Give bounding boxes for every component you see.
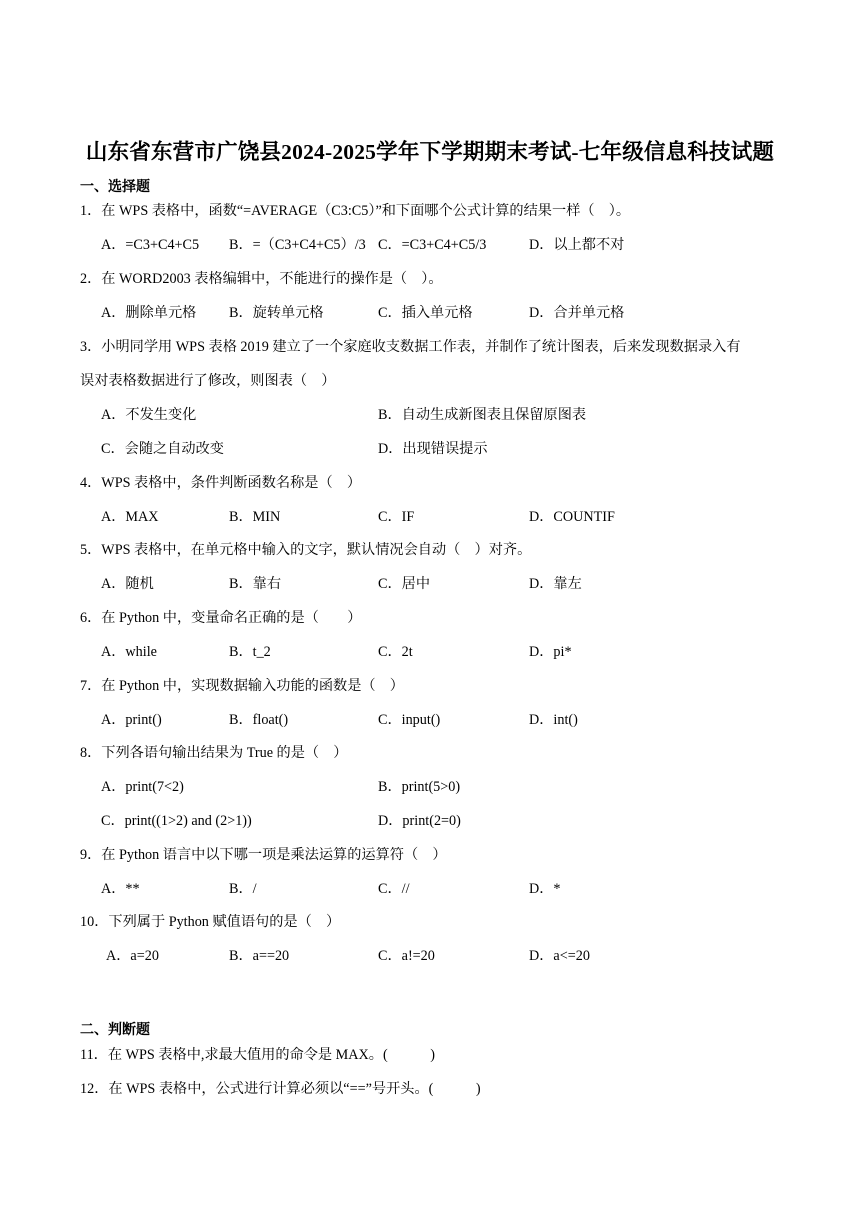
- option-b: B．a==20: [229, 948, 290, 964]
- question-stem: 在 Python 语言中以下哪一项是乘法运算的运算符（ ）: [101, 847, 447, 863]
- option-d: D．a<=20: [529, 948, 590, 964]
- option-c: C．居中: [378, 576, 431, 592]
- option-a: A．print(): [101, 712, 162, 728]
- option-c: C．插入单元格: [378, 305, 473, 321]
- option-b: B．靠右: [229, 576, 282, 592]
- question-5: [80, 540, 531, 560]
- question-12: [80, 1079, 481, 1099]
- question-stem: 在 Python 中，变量命名正确的是（ ）: [101, 610, 362, 626]
- question-number: 7．: [80, 678, 102, 694]
- option-c: C．input(): [378, 712, 441, 728]
- option-c: C．2t: [378, 644, 413, 660]
- question-10: [80, 912, 340, 932]
- option-b: B．=（C3+C4+C5）/3: [229, 237, 366, 253]
- option-a: A．a=20: [106, 948, 159, 964]
- option-a: A．=C3+C4+C5: [101, 237, 200, 253]
- question-3-continuation: 误对表格数据进行了修改，则图表（ ）: [80, 373, 336, 389]
- question-8: [80, 743, 348, 763]
- option-d: D．COUNTIF: [529, 509, 615, 525]
- option-a: A．print(7<2): [101, 779, 184, 795]
- option-d: D．出现错误提示: [378, 441, 488, 457]
- question-stem: 在 WORD2003 表格编辑中，不能进行的操作是（ ）。: [101, 271, 443, 287]
- question-number: 2．: [80, 271, 102, 287]
- question-number: 11．: [80, 1047, 108, 1063]
- question-number: 5．: [80, 542, 102, 558]
- question-stem: 在 WPS 表格中，公式进行计算必须以“==”号开头。( ): [108, 1081, 481, 1097]
- question-number: 10．: [80, 914, 109, 930]
- question-1: [80, 201, 630, 221]
- question-4: [80, 473, 361, 493]
- option-c: C．=C3+C4+C5/3: [378, 237, 487, 253]
- question-number: 4．: [80, 475, 102, 491]
- section-heading-judge: 二、判断题: [80, 1023, 150, 1038]
- option-d: D．print(2=0): [378, 813, 461, 829]
- option-c: C．会随之自动改变: [101, 441, 224, 457]
- option-a: A．MAX: [101, 509, 159, 525]
- option-a: A．**: [101, 881, 140, 897]
- option-a: A．不发生变化: [101, 407, 197, 423]
- question-number: 6．: [80, 610, 102, 626]
- option-b: B．MIN: [229, 509, 281, 525]
- question-9: [80, 845, 447, 865]
- option-b: B．自动生成新图表且保留原图表: [378, 407, 587, 423]
- question-3: [80, 337, 741, 357]
- option-c: C．//: [378, 881, 410, 897]
- option-d: D．pi*: [529, 644, 572, 660]
- option-a: A．while: [101, 644, 157, 660]
- question-stem: 下列属于 Python 赋值语句的是（ ）: [108, 914, 341, 930]
- question-number: 8．: [80, 745, 102, 761]
- question-stem: 在 WPS 表格中，函数“=AVERAGE（C3:C5）”和下面哪个公式计算的结果一样（ ）。: [101, 203, 631, 219]
- option-d: D．以上都不对: [529, 237, 625, 253]
- question-7: [80, 676, 404, 696]
- option-c: C．a!=20: [378, 948, 435, 964]
- question-stem: 下列各语句输出结果为 True 的是（ ）: [101, 745, 348, 761]
- question-number: 9．: [80, 847, 102, 863]
- question-number: 12．: [80, 1081, 109, 1097]
- option-b: B．/: [229, 881, 257, 897]
- question-stem: WPS 表格中，在单元格中输入的文字，默认情况会自动（ ）对齐。: [101, 542, 532, 558]
- option-d: D．靠左: [529, 576, 582, 592]
- option-b: B．print(5>0): [378, 779, 461, 795]
- question-number: 3．: [80, 339, 102, 355]
- option-a: A．删除单元格: [101, 305, 197, 321]
- section-heading-choice: 一、选择题: [80, 180, 150, 195]
- question-number: 1．: [80, 203, 102, 219]
- option-c: C．print((1>2) and (2>1)): [101, 813, 252, 829]
- question-stem: 在 Python 中，实现数据输入功能的函数是（ ）: [101, 678, 404, 694]
- option-b: B．t_2: [229, 644, 271, 660]
- option-b: B．旋转单元格: [229, 305, 324, 321]
- question-11: [80, 1045, 435, 1065]
- question-2: [80, 269, 443, 289]
- exam-title: 山东省东营市广饶县2024-2025学年下学期期末考试-七年级信息科技试题: [85, 140, 775, 164]
- option-c: C．IF: [378, 509, 415, 525]
- question-stem: WPS 表格中，条件判断函数名称是（ ）: [101, 475, 362, 491]
- question-6: [80, 608, 361, 628]
- question-stem: 小明同学用 WPS 表格 2019 建立了一个家庭收支数据工作表，并制作了统计图表，后来发现数据录入有: [101, 339, 741, 355]
- option-d: D．int(): [529, 712, 578, 728]
- option-d: D．*: [529, 881, 561, 897]
- option-d: D．合并单元格: [529, 305, 625, 321]
- option-a: A．随机: [101, 576, 154, 592]
- question-stem: 在 WPS 表格中,求最大值用的命令是 MAX。( ): [107, 1047, 435, 1063]
- option-b: B．float(): [229, 712, 289, 728]
